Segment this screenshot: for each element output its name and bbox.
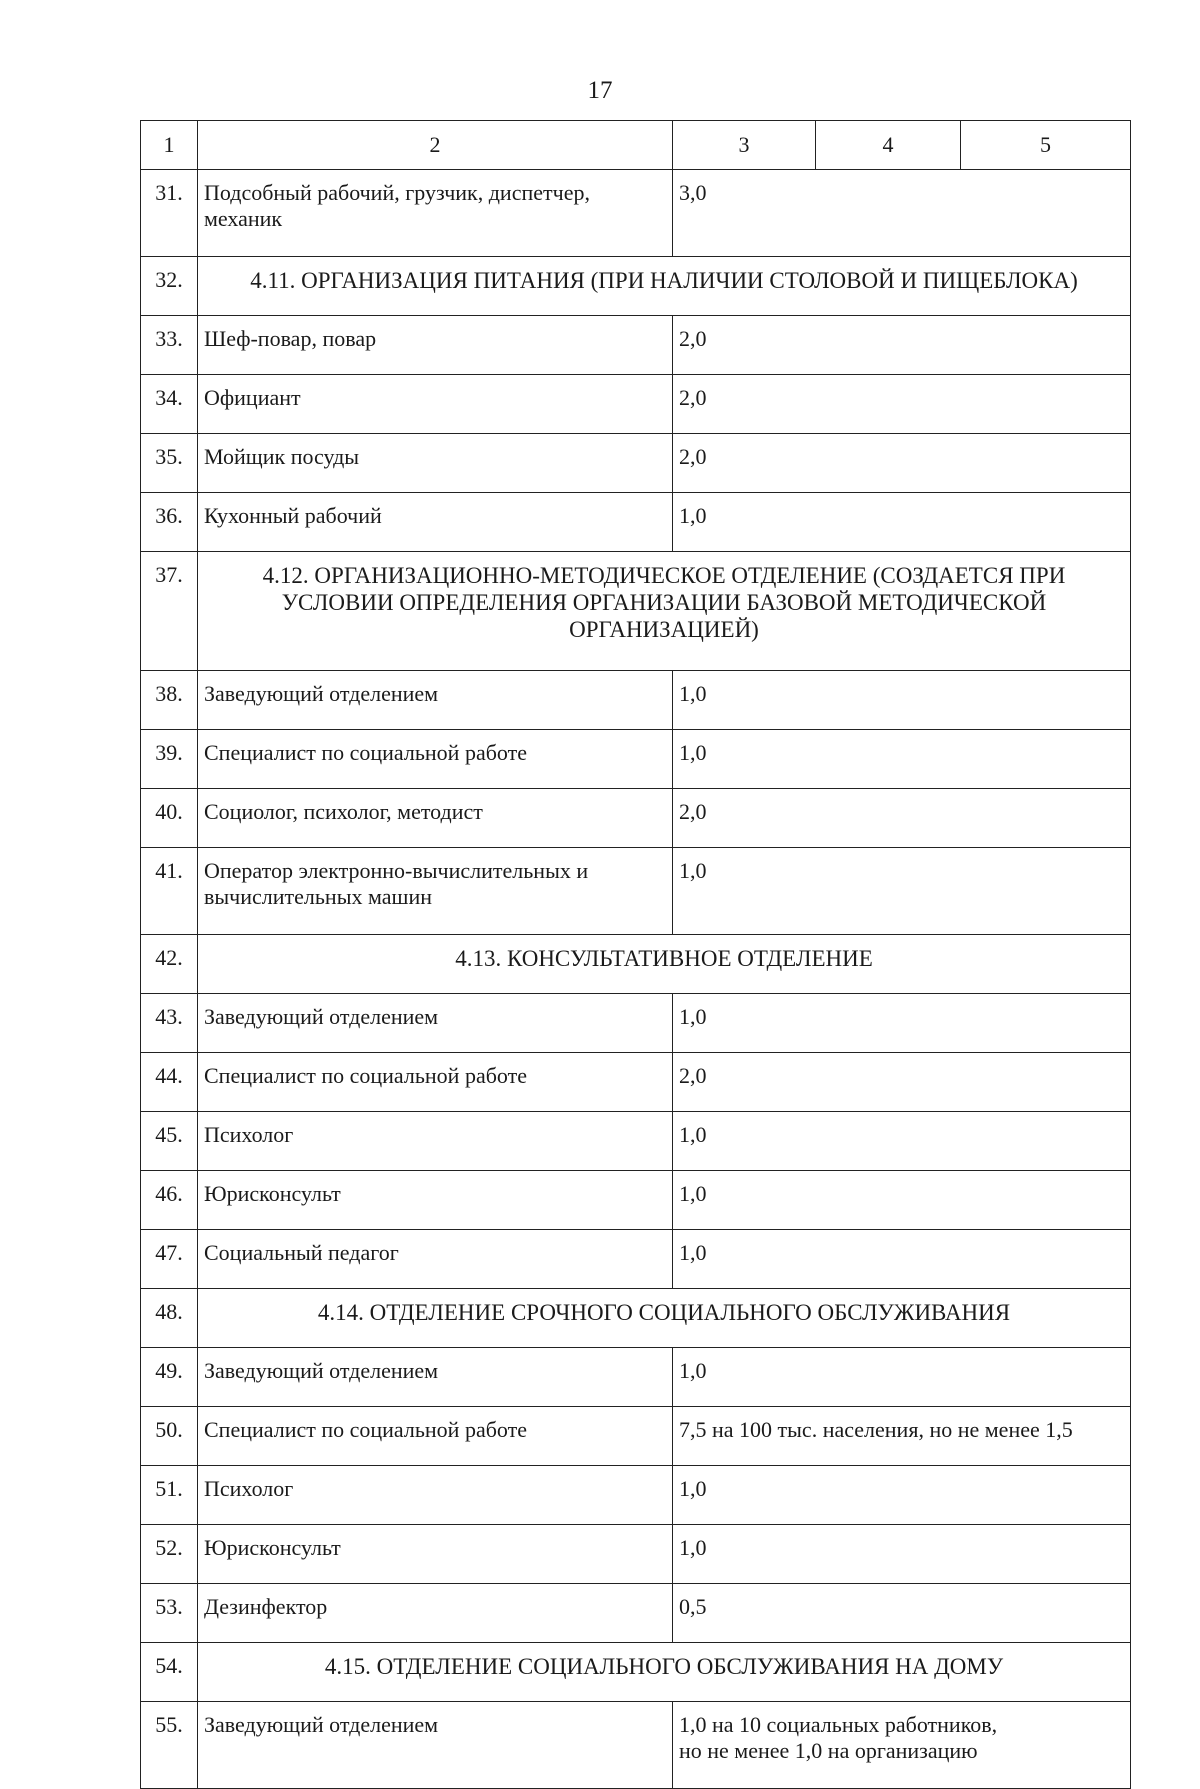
section-title: 4.11. ОРГАНИЗАЦИЯ ПИТАНИЯ (ПРИ НАЛИЧИИ СТОЛОВОЙ И ПИЩЕБЛОКА): [198, 257, 1131, 316]
row-number: 38.: [141, 671, 198, 730]
row-number: 48.: [141, 1289, 198, 1348]
header-col-2: 2: [198, 121, 673, 170]
row-number: 41.: [141, 848, 198, 935]
header-col-3: 3: [673, 121, 816, 170]
row-number: 50.: [141, 1407, 198, 1466]
position-name: Социолог, психолог, методист: [198, 789, 673, 848]
table-row: [141, 1112, 1131, 1171]
row-number: 44.: [141, 1053, 198, 1112]
staff-units-value: 2,0: [673, 375, 1131, 434]
row-number: 49.: [141, 1348, 198, 1407]
staff-units-value: 1,0: [673, 671, 1131, 730]
staff-units-value: 1,0: [673, 1348, 1131, 1407]
position-name: Мойщик посуды: [198, 434, 673, 493]
position-name: Социальный педагог: [198, 1230, 673, 1289]
position-name: Психолог: [198, 1466, 673, 1525]
table-row: [141, 789, 1131, 848]
staff-units-value: 1,0 на 10 социальных работников, но не менее 1,0 на организацию: [673, 1702, 1131, 1789]
table-row: [141, 170, 1131, 257]
row-number: 47.: [141, 1230, 198, 1289]
position-name: Заведующий отделением: [198, 994, 673, 1053]
row-number: 32.: [141, 257, 198, 316]
section-row: [141, 257, 1131, 316]
section-title: 4.13. КОНСУЛЬТАТИВНОЕ ОТДЕЛЕНИЕ: [198, 935, 1131, 994]
position-name: Заведующий отделением: [198, 1348, 673, 1407]
staffing-table: [140, 120, 1131, 1789]
table-row: [141, 1053, 1131, 1112]
position-name: Официант: [198, 375, 673, 434]
table-row: [141, 1584, 1131, 1643]
row-number: 35.: [141, 434, 198, 493]
staff-units-value: 1,0: [673, 1171, 1131, 1230]
table-row: [141, 1171, 1131, 1230]
table-row: [141, 1407, 1131, 1466]
table-row: [141, 848, 1131, 935]
row-number: 45.: [141, 1112, 198, 1171]
row-number: 53.: [141, 1584, 198, 1643]
staff-units-value: 1,0: [673, 848, 1131, 935]
position-name: Кухонный рабочий: [198, 493, 673, 552]
row-number: 33.: [141, 316, 198, 375]
table-row: [141, 1466, 1131, 1525]
table-row: [141, 493, 1131, 552]
table-row: [141, 434, 1131, 493]
row-number: 40.: [141, 789, 198, 848]
table-row: [141, 1348, 1131, 1407]
table-row: [141, 375, 1131, 434]
section-row: [141, 552, 1131, 671]
staff-units-value: 1,0: [673, 493, 1131, 552]
position-name: Специалист по социальной работе: [198, 1053, 673, 1112]
page-number: 17: [587, 77, 613, 104]
section-row: [141, 1643, 1131, 1702]
staff-units-value: 2,0: [673, 434, 1131, 493]
position-name: Юрисконсульт: [198, 1171, 673, 1230]
staff-units-value: 1,0: [673, 730, 1131, 789]
row-number: 39.: [141, 730, 198, 789]
position-name: Психолог: [198, 1112, 673, 1171]
row-number: 54.: [141, 1643, 198, 1702]
table-header-row: [141, 121, 1131, 170]
row-number: 42.: [141, 935, 198, 994]
header-col-4: 4: [816, 121, 961, 170]
row-number: 51.: [141, 1466, 198, 1525]
staff-units-value: 2,0: [673, 1053, 1131, 1112]
table-row: [141, 316, 1131, 375]
position-name: Заведующий отделением: [198, 1702, 673, 1789]
header-col-5: 5: [961, 121, 1131, 170]
position-name: Шеф-повар, повар: [198, 316, 673, 375]
staff-units-value: 0,5: [673, 1584, 1131, 1643]
staff-units-value: 2,0: [673, 316, 1131, 375]
section-row: [141, 1289, 1131, 1348]
section-title: 4.12. ОРГАНИЗАЦИОННО-МЕТОДИЧЕСКОЕ ОТДЕЛЕНИЕ (СОЗДАЕТСЯ ПРИ УСЛОВИИ ОПРЕДЕЛЕНИЯ ОРГАНИЗАЦИИ БАЗОВОЙ МЕТОДИЧЕСКОЙ ОРГАНИЗАЦИЕЙ): [198, 552, 1131, 671]
row-number: 37.: [141, 552, 198, 671]
position-name: Дезинфектор: [198, 1584, 673, 1643]
staff-units-value: 1,0: [673, 1230, 1131, 1289]
row-number: 34.: [141, 375, 198, 434]
table-row: [141, 1230, 1131, 1289]
row-number: 55.: [141, 1702, 198, 1789]
section-title: 4.15. ОТДЕЛЕНИЕ СОЦИАЛЬНОГО ОБСЛУЖИВАНИЯ НА ДОМУ: [198, 1643, 1131, 1702]
table-row: [141, 1525, 1131, 1584]
position-name: Подсобный рабочий, грузчик, диспетчер, механик: [198, 170, 673, 257]
row-number: 52.: [141, 1525, 198, 1584]
staff-units-value: 3,0: [673, 170, 1131, 257]
staff-units-value: 2,0: [673, 789, 1131, 848]
staff-units-value: 1,0: [673, 1525, 1131, 1584]
row-number: 46.: [141, 1171, 198, 1230]
position-name: Юрисконсульт: [198, 1525, 673, 1584]
row-number: 31.: [141, 170, 198, 257]
row-number: 36.: [141, 493, 198, 552]
section-title: 4.14. ОТДЕЛЕНИЕ СРОЧНОГО СОЦИАЛЬНОГО ОБСЛУЖИВАНИЯ: [198, 1289, 1131, 1348]
table-row: [141, 730, 1131, 789]
staff-units-value: 7,5 на 100 тыс. населения, но не менее 1,5: [673, 1407, 1131, 1466]
position-name: Специалист по социальной работе: [198, 730, 673, 789]
staff-units-value: 1,0: [673, 1466, 1131, 1525]
position-name: Специалист по социальной работе: [198, 1407, 673, 1466]
staff-units-value: 1,0: [673, 994, 1131, 1053]
table-row: [141, 1702, 1131, 1789]
section-row: [141, 935, 1131, 994]
position-name: Заведующий отделением: [198, 671, 673, 730]
row-number: 43.: [141, 994, 198, 1053]
table-row: [141, 994, 1131, 1053]
position-name: Оператор электронно-вычислительных и вычислительных машин: [198, 848, 673, 935]
header-col-1: 1: [141, 121, 198, 170]
staff-units-value: 1,0: [673, 1112, 1131, 1171]
table-row: [141, 671, 1131, 730]
